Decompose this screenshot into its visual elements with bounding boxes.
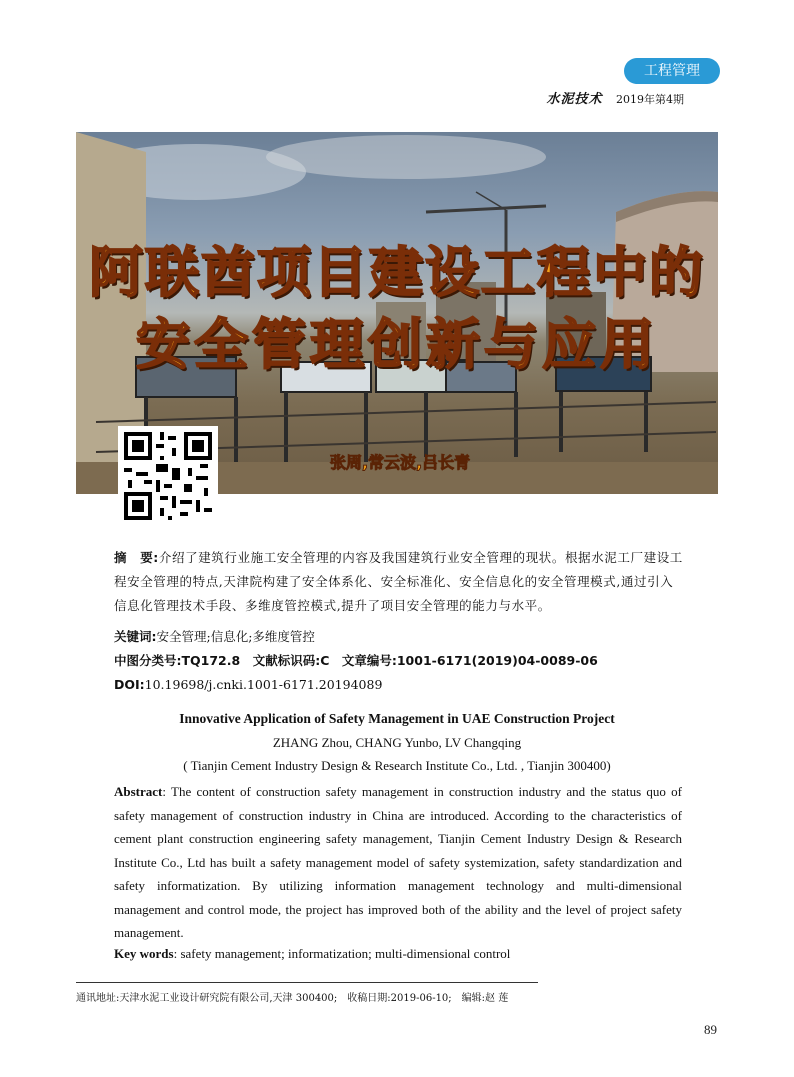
hero-authors: 张周,常云波,吕长青: [330, 453, 471, 472]
hero-title-line-1: 阿联酋项目建设工程中的: [89, 241, 705, 304]
english-keywords-text: : safety management; informatization; multi-dimensional control: [173, 946, 511, 961]
doi-line: [114, 673, 382, 697]
english-authors: ZHANG Zhou, CHANG Yunbo, LV Changqing: [272, 735, 522, 750]
hero-title-line-2: 安全管理创新与应用: [136, 313, 658, 376]
chinese-abstract-label: 摘 要:: [114, 550, 159, 565]
qr-code-icon: [118, 426, 218, 526]
chinese-abstract-text: 介绍了建筑行业施工安全管理的内容及我国建筑行业安全管理的现状。根据水泥工厂建设工程安全管理的特点,天津院构建了安全体系化、安全标准化、安全信息化的安全管理模式,通过引入信息化管理技术手段、多维度管控模式,提升了项目安全管理的能力与水平。: [114, 550, 683, 613]
chinese-keywords-label: 关键词:: [114, 629, 157, 644]
section-tag: 工程管理: [624, 58, 720, 84]
journal-issue-line: [546, 88, 684, 107]
english-keywords-label: Key words: [114, 946, 174, 961]
english-affiliation: ( Tianjin Cement Industry Design & Research Institute Co., Ltd. , Tianjin 300400): [183, 758, 611, 773]
english-abstract-label: Abstract: [114, 784, 163, 799]
doi-value: 10.19698/j.cnki.1001-6171.20194089: [144, 677, 383, 692]
english-keywords: [114, 946, 510, 962]
chinese-abstract: [114, 546, 684, 618]
footer-note: 通讯地址:天津水泥工业设计研究院有限公司,天津 300400; 收稿日期:2019-06-10; 编辑:赵 莲: [76, 993, 509, 1004]
footer-divider: [76, 982, 538, 983]
issue-label: 2019年第4期: [616, 93, 684, 106]
chinese-keywords: [114, 625, 315, 649]
chinese-keywords-text: 安全管理;信息化;多维度管控: [156, 629, 315, 644]
page-number: 89: [704, 1022, 717, 1037]
english-abstract: [114, 780, 682, 945]
doi-label: DOI:: [114, 677, 145, 692]
classification-line: 中图分类号:TQ172.8 文献标识码:C 文章编号:1001-6171(2019)04-0089-06: [114, 653, 598, 668]
english-title: Innovative Application of Safety Management in UAE Construction Project: [179, 711, 615, 726]
english-abstract-text: : The content of construction safety management in construction industry and the status quo of safety management of construction industry in China are introduced. According to the characteristics of cement plant construction engineering safety management, Tianjin Cement Industry Design & Research Institute Co., Ltd has built a safety management model of safety systemization, safety standardization and safety informatization. By utilizing information management technology and multi-dimensional management and control mode, the project has improved both of the ability and the level of project safety management.: [114, 784, 682, 940]
journal-name: 水泥技术: [546, 92, 603, 107]
